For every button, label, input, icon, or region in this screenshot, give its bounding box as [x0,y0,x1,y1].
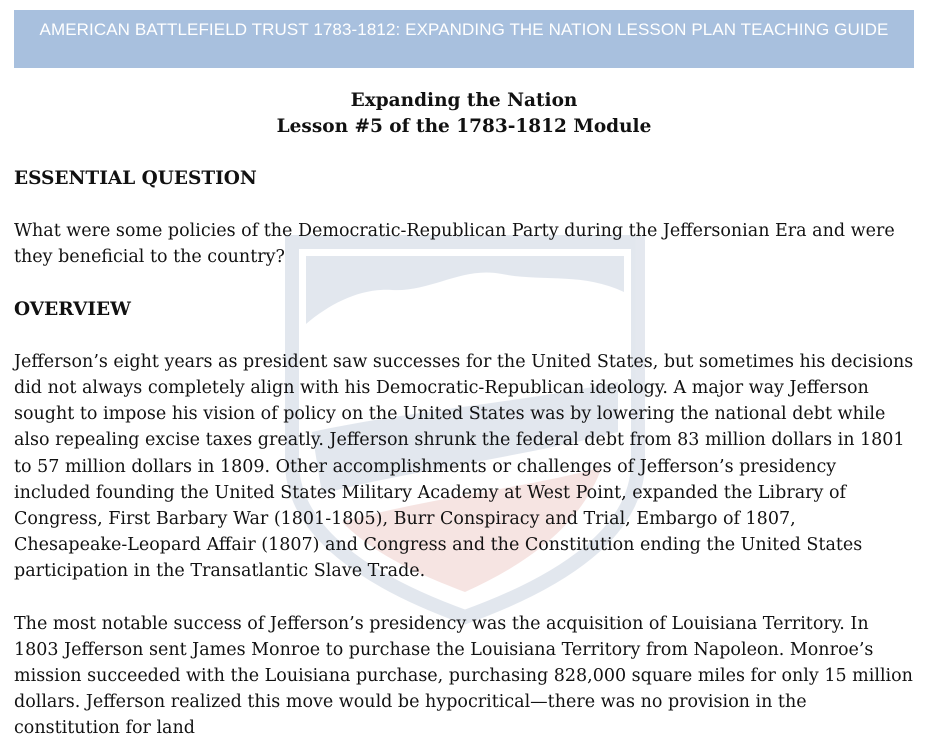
spacer [14,140,914,166]
spacer [14,323,914,349]
spacer [14,271,914,297]
overview-paragraph-2: The most notable success of Jefferson’s presidency was the acquisition of Louisiana Territory. In 1803 Jefferson sent James Monroe to purchase the Louisiana Territory from Napoleon. Monroe’s mission succeeded with the Louisiana purchase, purchasing 828,000 square miles for only 15 million dollars. Jefferson realized this move would be hypocritical—there was no provision in the constitution for land [14,613,913,739]
header-banner-text: AMERICAN BATTLEFIELD TRUST 1783-1812: EXPANDING THE NATION LESSON PLAN TEACHING GUIDE [39,20,889,39]
document-title: Expanding the Nation [350,90,578,111]
document-body [14,88,914,742]
spacer [14,192,914,218]
essential-question-heading: ESSENTIAL QUESTION [14,168,257,189]
document-subtitle: Lesson #5 of the 1783-1812 Module [276,116,652,137]
essential-question-text: What were some policies of the Democratic-Republican Party during the Jeffersonian Era and were they beneficial to the country? [14,221,895,268]
spacer [14,585,914,611]
header-banner [14,10,914,68]
overview-heading: OVERVIEW [14,298,131,320]
overview-paragraph-1: Jefferson’s eight years as president saw successes for the United States, but sometimes his decisions did not always completely align with his Democratic-Republican ideology. A major way Jefferson sought to impose his vision of policy on the United States was by lowering the national debt while also repealing excise taxes greatly. Jefferson shrunk the federal debt from 83 million dollars in 1801 to 57 million dollars in 1809. Other accomplishments or challenges of Jefferson’s presidency included founding the United States Military Academy at West Point, expanded the Library of Congress, First Barbary War (1801-1805), Burr Conspiracy and Trial, Embargo of 1807, Chesapeake-Leopard Affair (1807) and Congress and the Constitution ending the United States participation in the Transatlantic Slave Trade. [14,351,914,582]
